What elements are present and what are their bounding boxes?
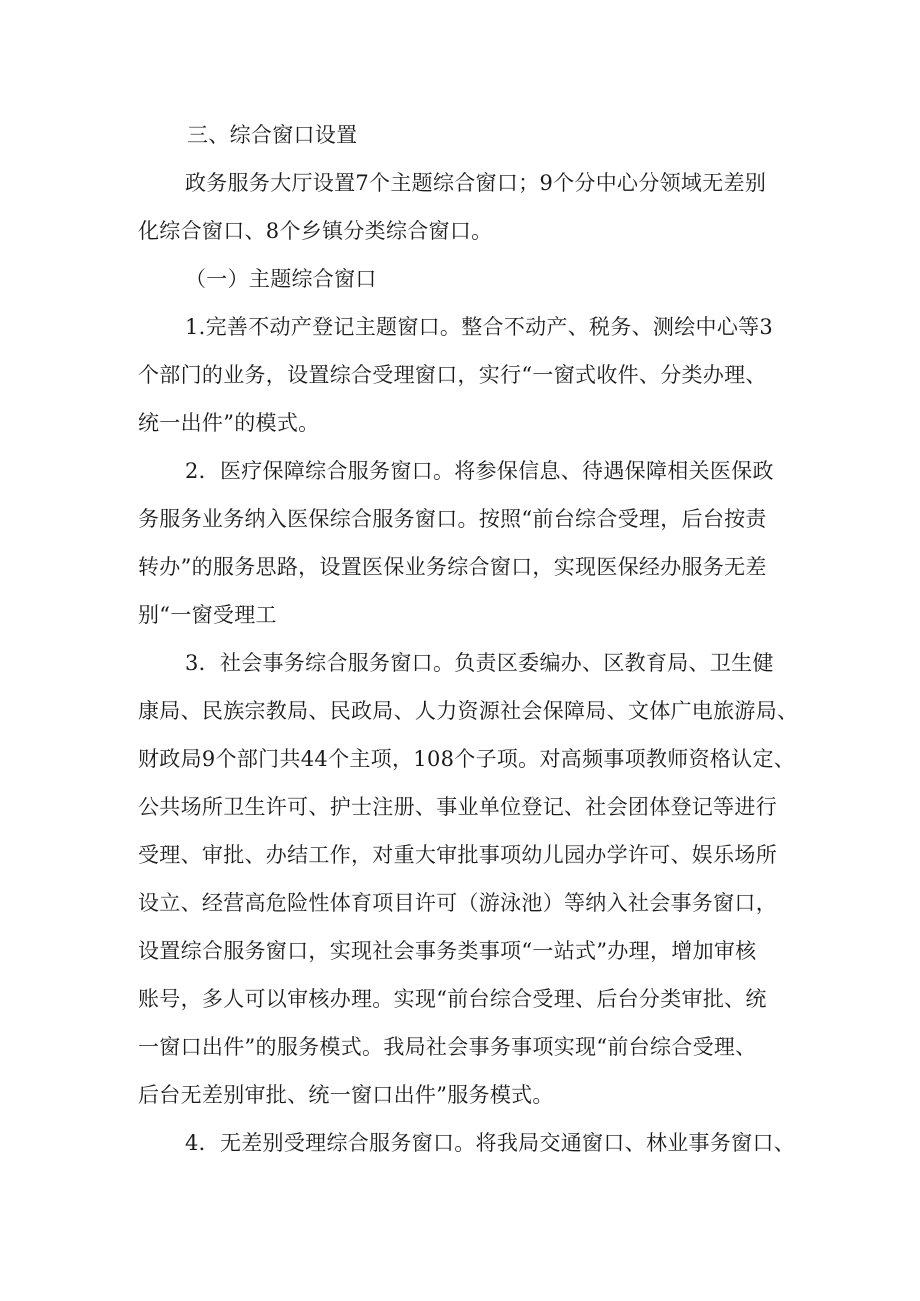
paragraph-3-line-10: 后台无差别审批、统一窗口出件”服务模式。 — [138, 1083, 554, 1107]
paragraph-2-line-3: 转办”的服务思路，设置医保业务综合窗口，实现医保经办服务无差 — [138, 555, 767, 579]
paragraph-3-line-8: 账号，多人可以审核办理。实现“前台综合受理、后台分类审批、统 — [138, 987, 767, 1011]
intro-line-1: 政务服务大厅设置7个主题综合窗口；9个分中心分领域无差别 — [185, 171, 767, 195]
subsection-title: （一）主题综合窗口 — [185, 267, 377, 291]
paragraph-3-line-7: 设置综合服务窗口，实现社会事务类事项“一站式”办理，增加审核 — [138, 939, 757, 963]
paragraph-3-line-1: 3．社会事务综合服务窗口。负责区委编办、区教育局、卫生健 — [185, 651, 774, 675]
paragraph-4-line-1: 4．无差别受理综合服务窗口。将我局交通窗口、林业事务窗口、 — [185, 1131, 796, 1155]
paragraph-2-line-4: 别“一窗受理工 — [138, 603, 277, 627]
paragraph-3-line-5: 受理、审批、办结工作，对重大审批事项幼儿园办学许可、娱乐场所 — [138, 843, 777, 867]
paragraph-2-line-1: 2．医疗保障综合服务窗口。将参保信息、待遇保障相关医保政 — [185, 459, 774, 483]
paragraph-2-line-2: 务服务业务纳入医保综合服务窗口。按照“前台综合受理，后台按责 — [138, 507, 767, 531]
paragraph-3-line-2: 康局、民族宗教局、民政局、人力资源社会保障局、文体广电旅游局、 — [138, 699, 799, 723]
intro-line-2: 化综合窗口、8个乡镇分类综合窗口。 — [138, 219, 493, 243]
paragraph-3-line-4: 公共场所卫生许可、护士注册、事业单位登记、社会团体登记等进行 — [138, 795, 777, 819]
paragraph-1-line-1: 1.完善不动产登记主题窗口。整合不动产、税务、测绘中心等3 — [185, 315, 774, 339]
paragraph-3-line-3: 财政局9个部门共44个主项，108个子项。对高频事项教师资格认定、 — [138, 747, 796, 771]
paragraph-1-line-2: 个部门的业务，设置综合受理窗口，实行“一窗式收件、分类办理、 — [138, 363, 767, 387]
paragraph-3-line-9: 一窗口出件”的服务模式。我局社会事务事项实现“前台综合受理、 — [138, 1035, 757, 1059]
paragraph-3-line-6: 设立、经营高危险性体育项目许可（游泳池）等纳入社会事务窗口， — [138, 891, 777, 915]
section-title: 三、综合窗口设置 — [187, 123, 358, 147]
paragraph-1-line-3: 统一出件”的模式。 — [138, 411, 320, 435]
